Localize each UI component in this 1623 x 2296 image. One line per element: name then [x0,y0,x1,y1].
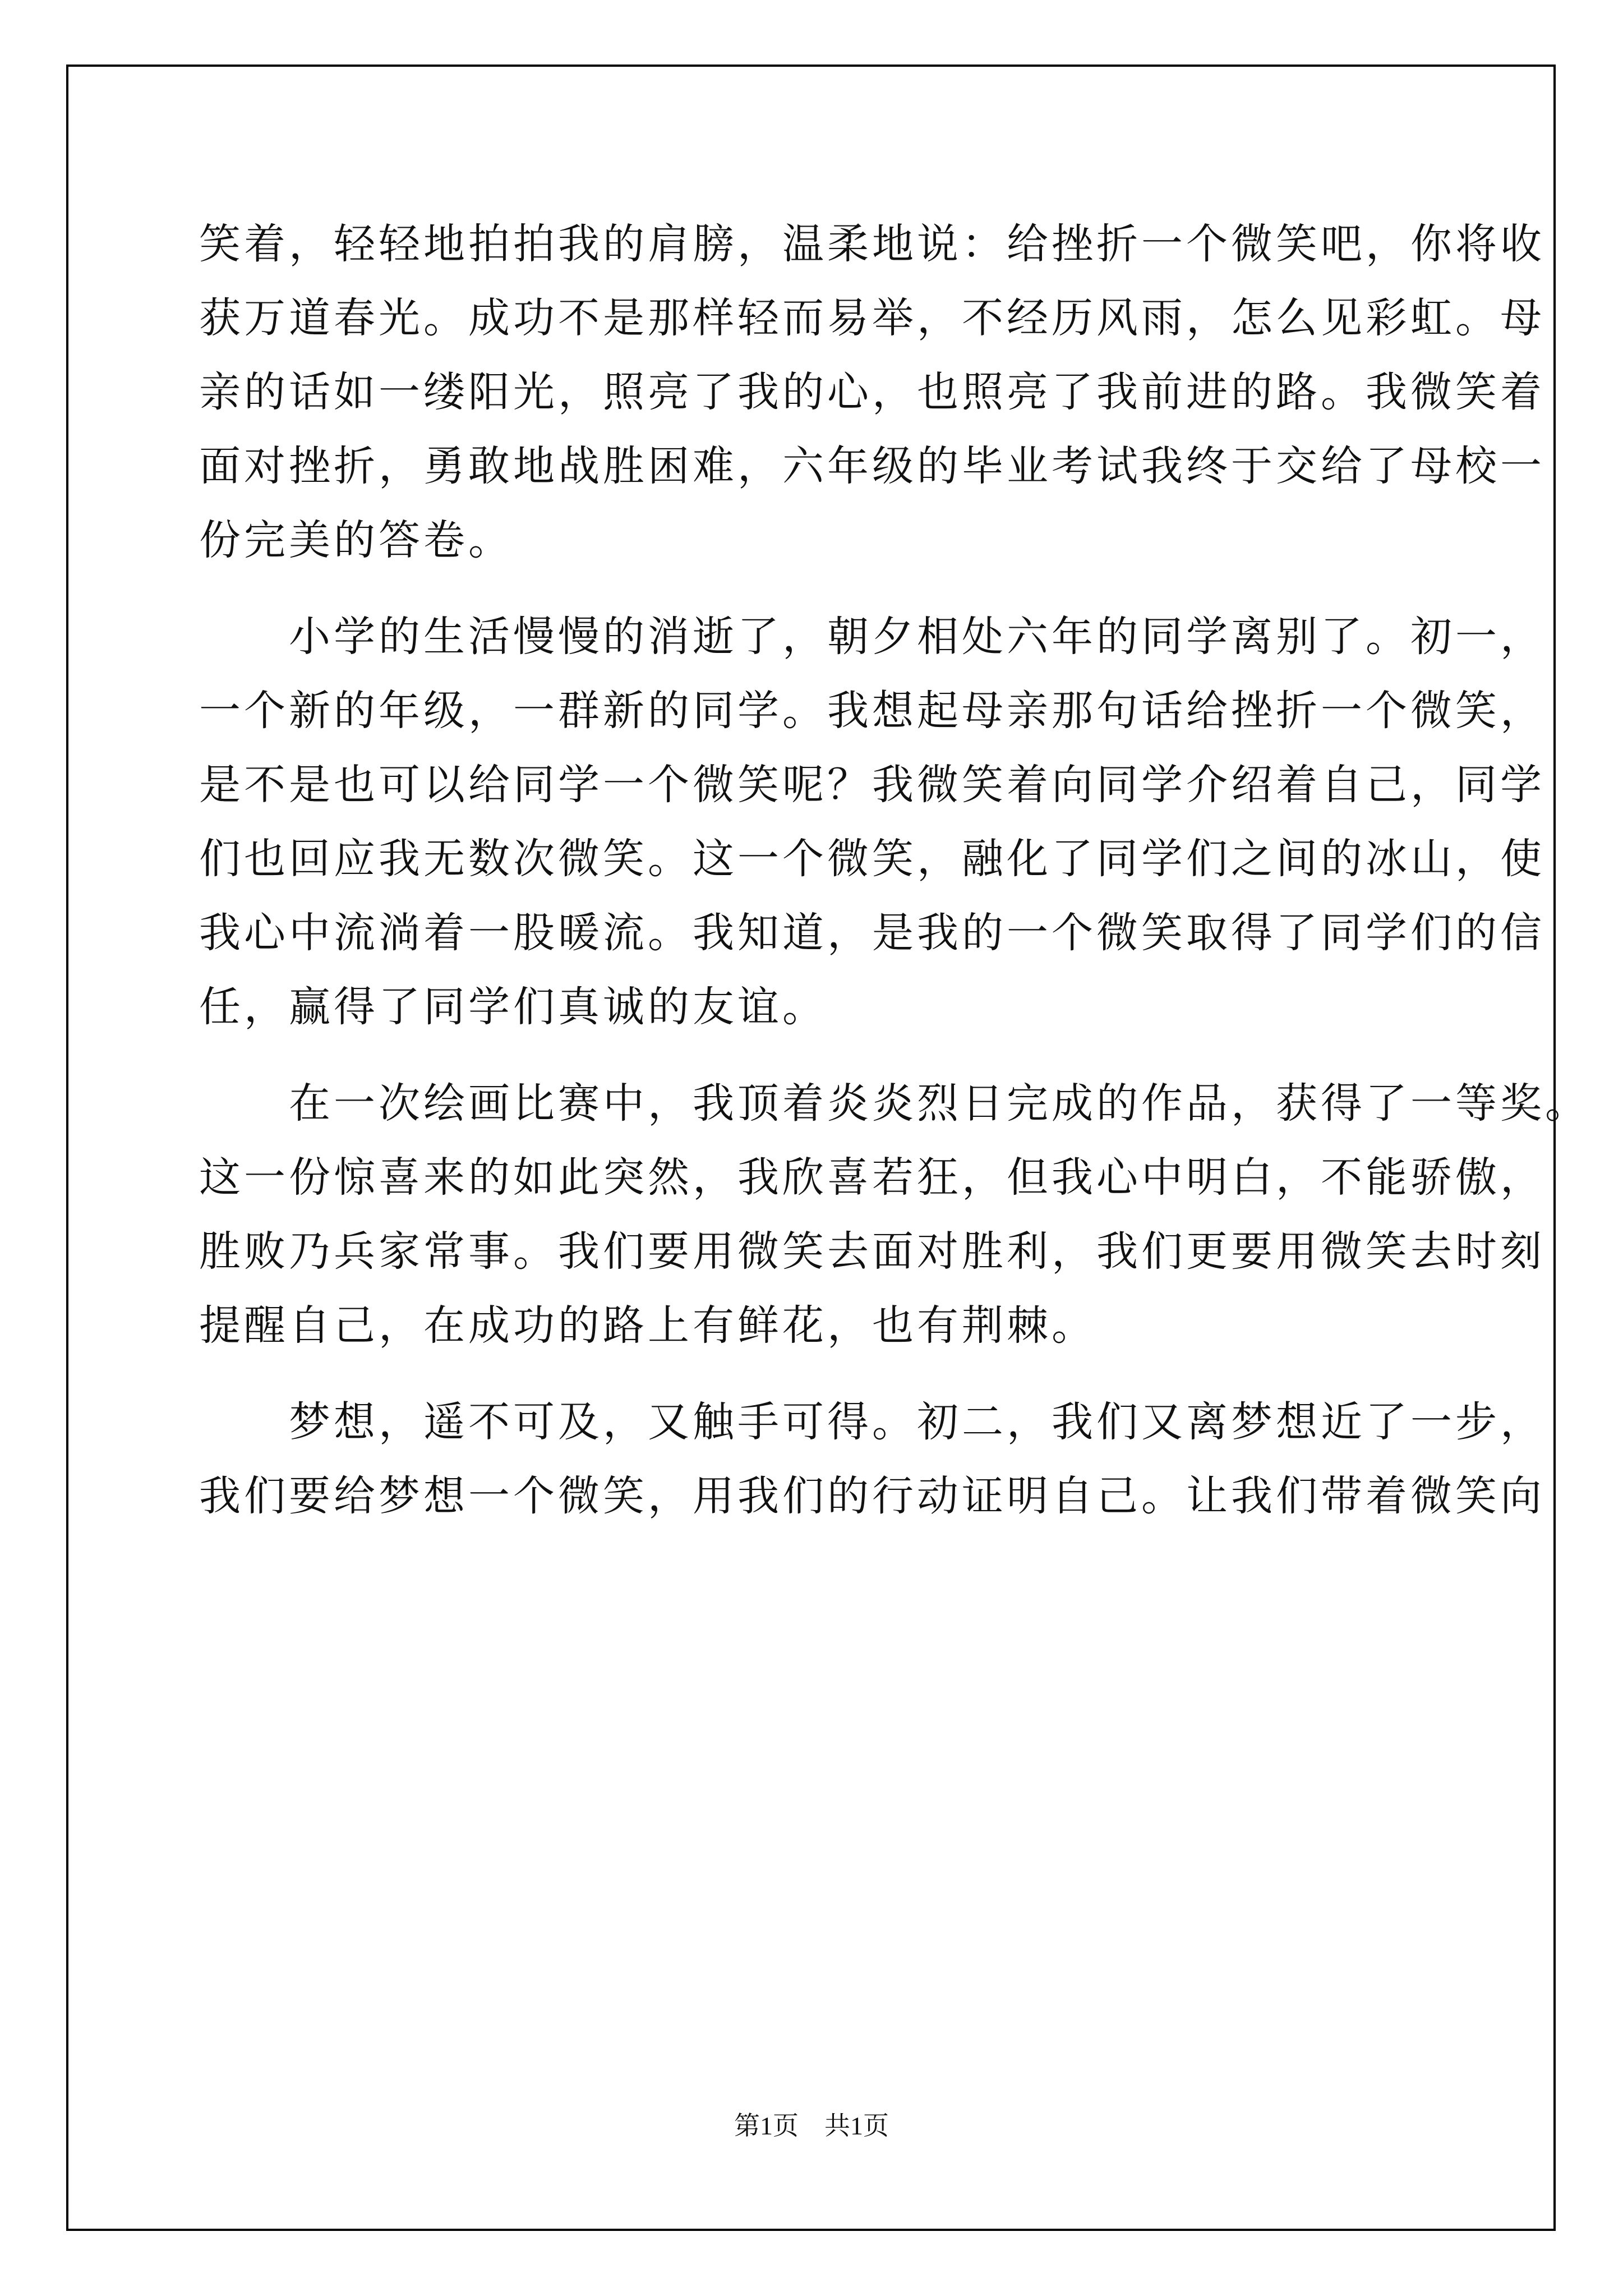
page-number-footer: 第1页 共1页 [734,2111,889,2140]
text-line: 是不是也可以给同学一个微笑呢？我微笑着向同学介绍着自己，同学 [199,761,1545,809]
text-line: 任，赢得了同学们真诚的友谊。 [199,983,827,1031]
text-line: 我心中流淌着一股暖流。我知道，是我的一个微笑取得了同学们的信 [199,909,1545,957]
text-line: 面对挫折，勇敢地战胜困难，六年级的毕业考试我终于交给了母校一 [199,442,1545,490]
text-line: 亲的话如一缕阳光，照亮了我的心，也照亮了我前进的路。我微笑着 [199,368,1545,416]
text-line: 我们要给梦想一个微笑，用我们的行动证明自己。让我们带着微笑向 [199,1472,1545,1520]
text-line: 一个新的年级，一群新的同学。我想起母亲那句话给挫折一个微笑， [199,687,1545,735]
text-line: 份完美的答卷。 [199,516,513,564]
text-line: 这一份惊喜来的如此突然，我欣喜若狂，但我心中明白，不能骄傲， [199,1153,1545,1202]
text-line: 胜败乃兵家常事。我们要用微笑去面对胜利，我们更要用微笑去时刻 [199,1227,1545,1276]
text-line: 笑着，轻轻地拍拍我的肩膀，温柔地说：给挫折一个微笑吧，你将收 [199,220,1545,268]
text-line: 们也回应我无数次微笑。这一个微笑，融化了同学们之间的冰山，使 [199,835,1545,883]
text-line: 在一次绘画比赛中，我顶着炎炎烈日完成的作品，获得了一等奖。 [199,1079,1590,1128]
text-line: 梦想，遥不可及，又触手可得。初二，我们又离梦想近了一步， [199,1398,1545,1446]
text-line: 小学的生活慢慢的消逝了，朝夕相处六年的同学离别了。初一， [199,613,1545,661]
text-line: 提醒自己，在成功的路上有鲜花，也有荆棘。 [199,1301,1096,1350]
text-line: 获万道春光。成功不是那样轻而易举，不经历风雨，怎么见彩虹。母 [199,294,1545,342]
